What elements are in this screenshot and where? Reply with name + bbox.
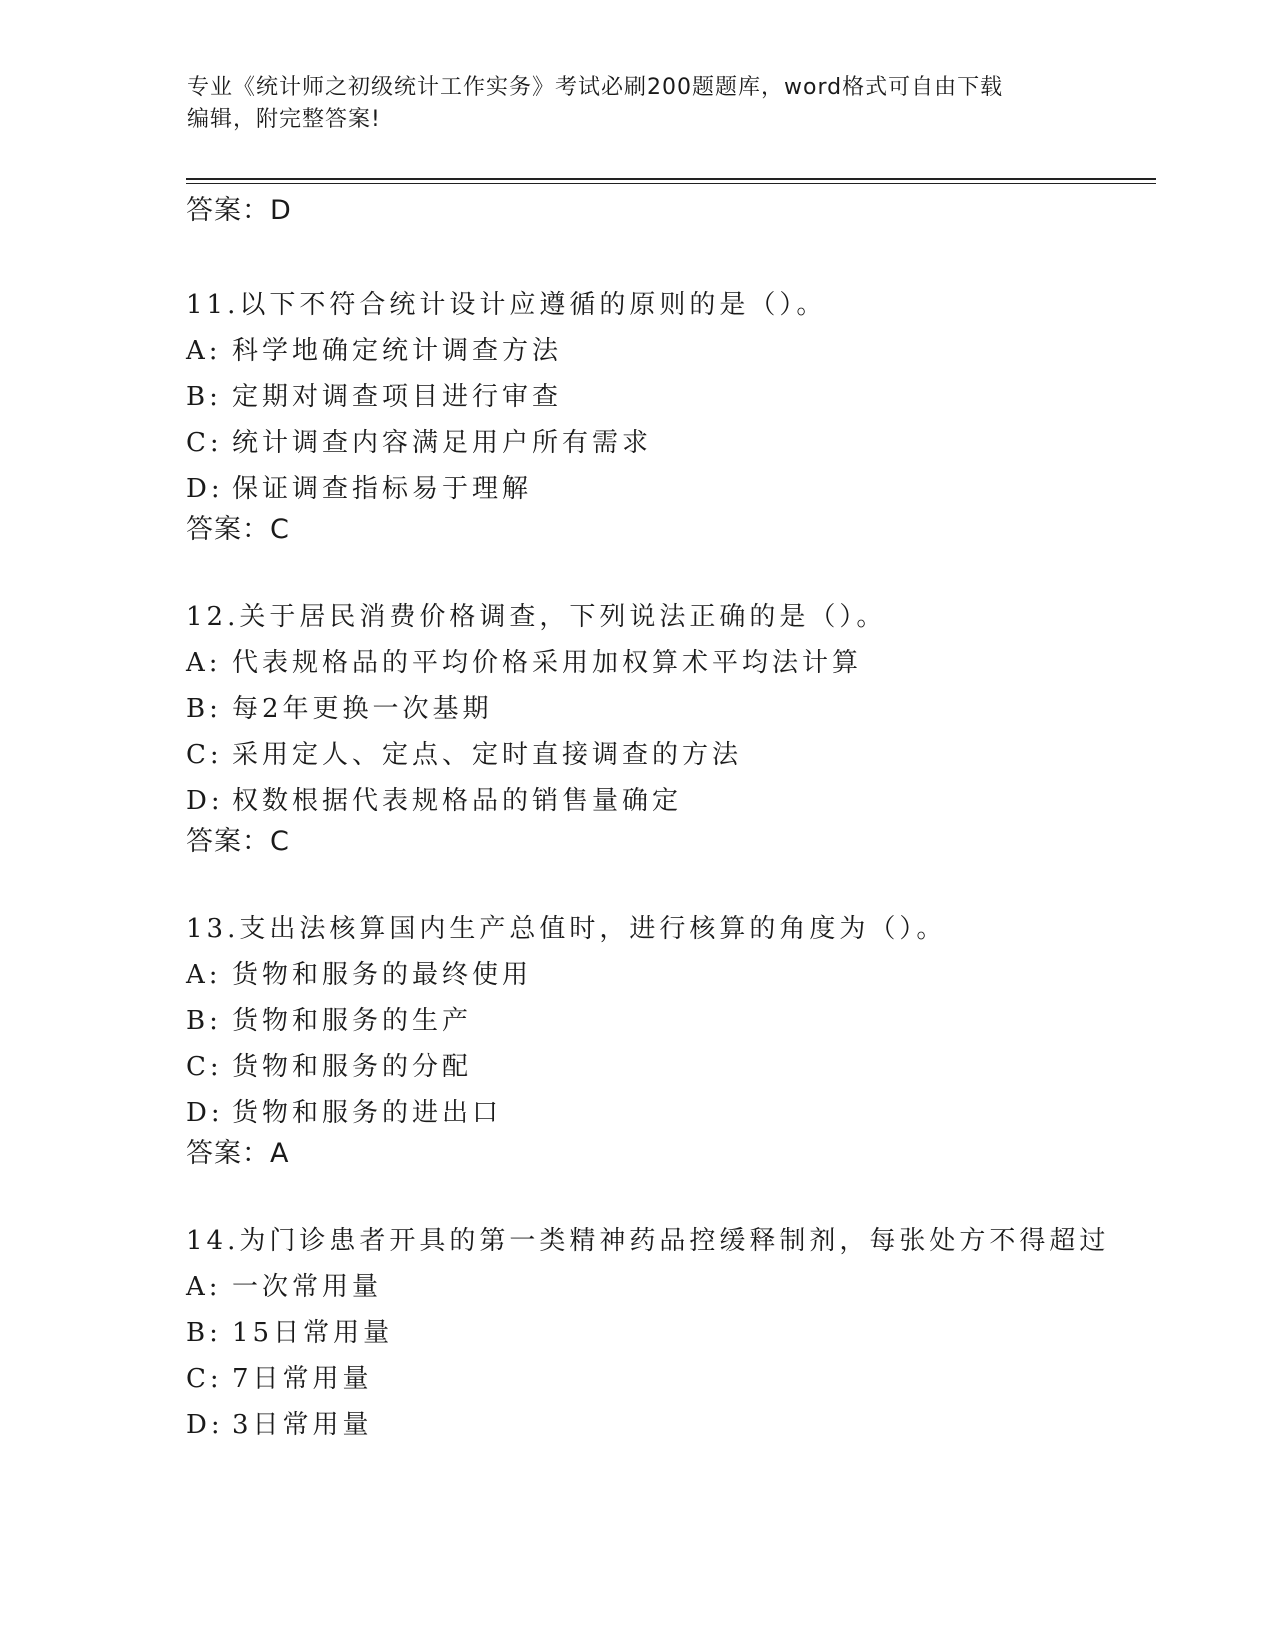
option-letter: B: <box>186 382 222 412</box>
option-text: 货物和服务的进出口 <box>232 1098 503 1128</box>
header-rule-thick <box>186 178 1156 180</box>
option-text: 7日常用量 <box>232 1364 373 1394</box>
option-letter: A: <box>186 648 222 678</box>
answer-option <box>186 952 1186 998</box>
option-text: 定期对调查项目进行审查 <box>232 382 563 412</box>
option-text: 货物和服务的最终使用 <box>232 960 533 990</box>
answer-option <box>186 1044 1186 1090</box>
question-title: 12.关于居民消费价格调查，下列说法正确的是（）。 <box>186 602 887 632</box>
option-text: 代表规格品的平均价格采用加权算术平均法计算 <box>232 648 863 678</box>
option-text: 科学地确定统计调查方法 <box>232 336 563 366</box>
question-list <box>186 282 1186 1494</box>
option-letter: C: <box>186 740 223 770</box>
option-letter: D: <box>186 786 224 816</box>
question-block <box>186 1218 1186 1448</box>
header-line-1: 专业《统计师之初级统计工作实务》考试必刷200题题库，word格式可自由下载 <box>187 75 1004 100</box>
answer-line: 答案：A <box>186 1138 290 1169</box>
option-text: 3日常用量 <box>232 1410 373 1440</box>
question-block <box>186 282 1186 548</box>
document-header <box>187 72 1087 136</box>
answer-option <box>186 1310 1186 1356</box>
answer-line: 答案：D <box>186 195 292 226</box>
option-letter: C: <box>186 428 223 458</box>
option-text: 货物和服务的分配 <box>232 1052 473 1082</box>
option-text: 15日常用量 <box>232 1318 394 1348</box>
answer-option <box>186 998 1186 1044</box>
question-block <box>186 906 1186 1172</box>
question-title: 14.为门诊患者开具的第一类精神药品控缓释制剂，每张处方不得超过 <box>186 1226 1110 1256</box>
question-title: 13.支出法核算国内生产总值时，进行核算的角度为（）。 <box>186 914 947 944</box>
answer-option <box>186 1402 1186 1448</box>
answer-option <box>186 374 1186 420</box>
option-text: 一次常用量 <box>232 1272 383 1302</box>
option-letter: D: <box>186 1410 224 1440</box>
option-letter: D: <box>186 1098 224 1128</box>
option-letter: B: <box>186 1318 222 1348</box>
option-letter: B: <box>186 694 222 724</box>
answer-option <box>186 328 1186 374</box>
answer-line: 答案：C <box>186 514 290 545</box>
header-line-2: 编辑，附完整答案! <box>187 107 381 132</box>
option-letter: C: <box>186 1052 223 1082</box>
answer-option <box>186 640 1186 686</box>
question-block <box>186 594 1186 860</box>
answer-option <box>186 420 1186 466</box>
answer-option <box>186 778 1186 824</box>
answer-line: 答案：C <box>186 826 290 857</box>
option-text: 采用定人、定点、定时直接调查的方法 <box>232 740 743 770</box>
option-text: 保证调查指标易于理解 <box>232 474 533 504</box>
option-letter: C: <box>186 1364 223 1394</box>
option-text: 权数根据代表规格品的销售量确定 <box>232 786 683 816</box>
option-letter: B: <box>186 1006 222 1036</box>
answer-option <box>186 732 1186 778</box>
answer-option <box>186 686 1186 732</box>
answer-option <box>186 466 1186 512</box>
question-title: 11.以下不符合统计设计应遵循的原则的是（）。 <box>186 290 827 320</box>
option-letter: D: <box>186 474 224 504</box>
option-letter: A: <box>186 1272 222 1302</box>
option-letter: A: <box>186 336 222 366</box>
answer-option <box>186 1090 1186 1136</box>
option-text: 统计调查内容满足用户所有需求 <box>232 428 653 458</box>
option-text: 每2年更换一次基期 <box>232 694 493 724</box>
header-rule-thin <box>186 183 1156 184</box>
option-text: 货物和服务的生产 <box>232 1006 473 1036</box>
option-letter: A: <box>186 960 222 990</box>
answer-option <box>186 1356 1186 1402</box>
answer-option <box>186 1264 1186 1310</box>
